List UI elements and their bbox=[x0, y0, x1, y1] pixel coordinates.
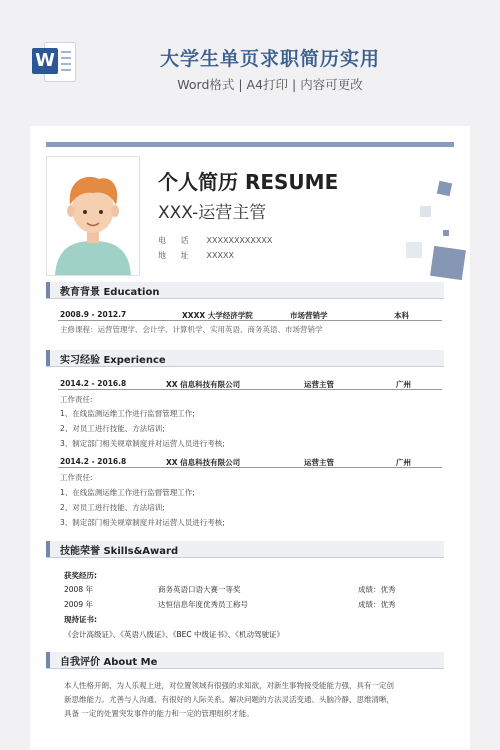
resume-title: 个人简历 RESUME bbox=[158, 170, 339, 194]
address-label: 地 址 bbox=[158, 251, 195, 260]
award-name: 商务英语口语大赛一等奖 bbox=[158, 585, 241, 594]
duty-item: 3、制定部门相关规章制度并对运营人员进行考核; bbox=[60, 518, 225, 527]
duty-item: 2、对员工进行技能、方法培训; bbox=[60, 503, 165, 512]
cert-list: 《会计高级证》、《英语八级证》、《BEC 中级证书》、《机动驾驶证》 bbox=[64, 630, 285, 639]
experience-period: 2014.2 - 2016.8 bbox=[60, 457, 127, 466]
award-result: 成绩：优秀 bbox=[358, 585, 396, 594]
decor-square bbox=[420, 206, 431, 217]
education-courses: 主修课程：运营管理学、会计学、计算机学、实用英语、商务英语、市场营销学 bbox=[60, 325, 323, 334]
about-line: 本人性格开朗、为人乐观上进，对位置领域有很强的求知欲，对新生事物接受能能力强，具有一定创 bbox=[64, 681, 394, 690]
duty-item: 1、在线监测运维工作进行监督管理工作; bbox=[60, 488, 195, 497]
experience-city: 广州 bbox=[396, 458, 411, 467]
resume-page bbox=[30, 126, 470, 750]
experience-heading-text: 实习经验 Experience bbox=[60, 355, 166, 366]
award-year: 2009 年 bbox=[64, 600, 93, 609]
duty-title: 工作责任: bbox=[60, 395, 93, 404]
experience-period: 2014.2 - 2016.8 bbox=[60, 379, 127, 388]
divider bbox=[58, 467, 442, 468]
avatar bbox=[46, 156, 140, 276]
decor-square bbox=[430, 246, 466, 280]
about-heading bbox=[46, 652, 444, 669]
address-value: XXXXX bbox=[206, 251, 234, 260]
decor-square bbox=[437, 181, 452, 196]
skills-heading-text: 技能荣誉 Skills&Award bbox=[60, 546, 179, 557]
decor-square bbox=[443, 230, 449, 236]
cert-title: 现持证书: bbox=[64, 615, 97, 624]
award-result: 成绩：优秀 bbox=[358, 600, 396, 609]
about-line: 具备 一定的处置突发事件的能力和一定的管理组织才能。 bbox=[64, 709, 254, 718]
position-title: XXX-运营主管 bbox=[158, 203, 267, 223]
duty-item: 1、在线监测运维工作进行监督管理工作; bbox=[60, 409, 195, 418]
education-degree: 本科 bbox=[394, 311, 409, 320]
banner bbox=[0, 0, 500, 112]
duty-title: 工作责任: bbox=[60, 473, 93, 482]
awards-title: 获奖经历: bbox=[64, 571, 97, 580]
experience-company: XX 信息科技有限公司 bbox=[166, 380, 241, 389]
award-name: 达恒信息年度优秀员工称号 bbox=[158, 600, 248, 609]
divider bbox=[58, 320, 442, 321]
top-divider bbox=[46, 142, 454, 147]
about-line: 新思维能力。尤善与人沟通、有很好的人际关系。解决问题的方法灵活变通、头脑冷静、思维清晰， bbox=[64, 695, 394, 704]
divider bbox=[58, 389, 442, 390]
decor-square bbox=[406, 242, 422, 258]
education-heading bbox=[46, 282, 444, 299]
phone-row bbox=[158, 235, 272, 246]
phone-label: 电 话 bbox=[158, 236, 195, 245]
address-row bbox=[158, 250, 234, 261]
experience-city: 广州 bbox=[396, 380, 411, 389]
experience-company: XX 信息科技有限公司 bbox=[166, 458, 241, 467]
education-period: 2008.9 - 2012.7 bbox=[60, 310, 127, 319]
skills-heading bbox=[46, 541, 444, 558]
education-school: XXXX 大学经济学院 bbox=[182, 311, 253, 320]
word-icon bbox=[32, 40, 76, 84]
avatar-illustration bbox=[47, 157, 139, 275]
award-year: 2008 年 bbox=[64, 585, 93, 594]
education-heading-text: 教育背景 Education bbox=[60, 287, 160, 298]
banner-subtitle: Word格式 | A4打印 | 内容可更改 bbox=[177, 77, 363, 92]
banner-title: 大学生单页求职简历实用 bbox=[159, 48, 380, 70]
phone-value: XXXXXXXXXXXX bbox=[206, 236, 273, 245]
about-heading-text: 自我评价 About Me bbox=[60, 657, 158, 668]
experience-heading bbox=[46, 350, 444, 367]
experience-role: 运营主管 bbox=[304, 380, 334, 389]
experience-role: 运营主管 bbox=[304, 458, 334, 467]
education-major: 市场营销学 bbox=[290, 311, 328, 320]
word-logo-letter: W bbox=[32, 48, 58, 74]
duty-item: 3、制定部门相关规章制度并对运营人员进行考核; bbox=[60, 439, 225, 448]
duty-item: 2、对员工进行技能、方法培训; bbox=[60, 424, 165, 433]
